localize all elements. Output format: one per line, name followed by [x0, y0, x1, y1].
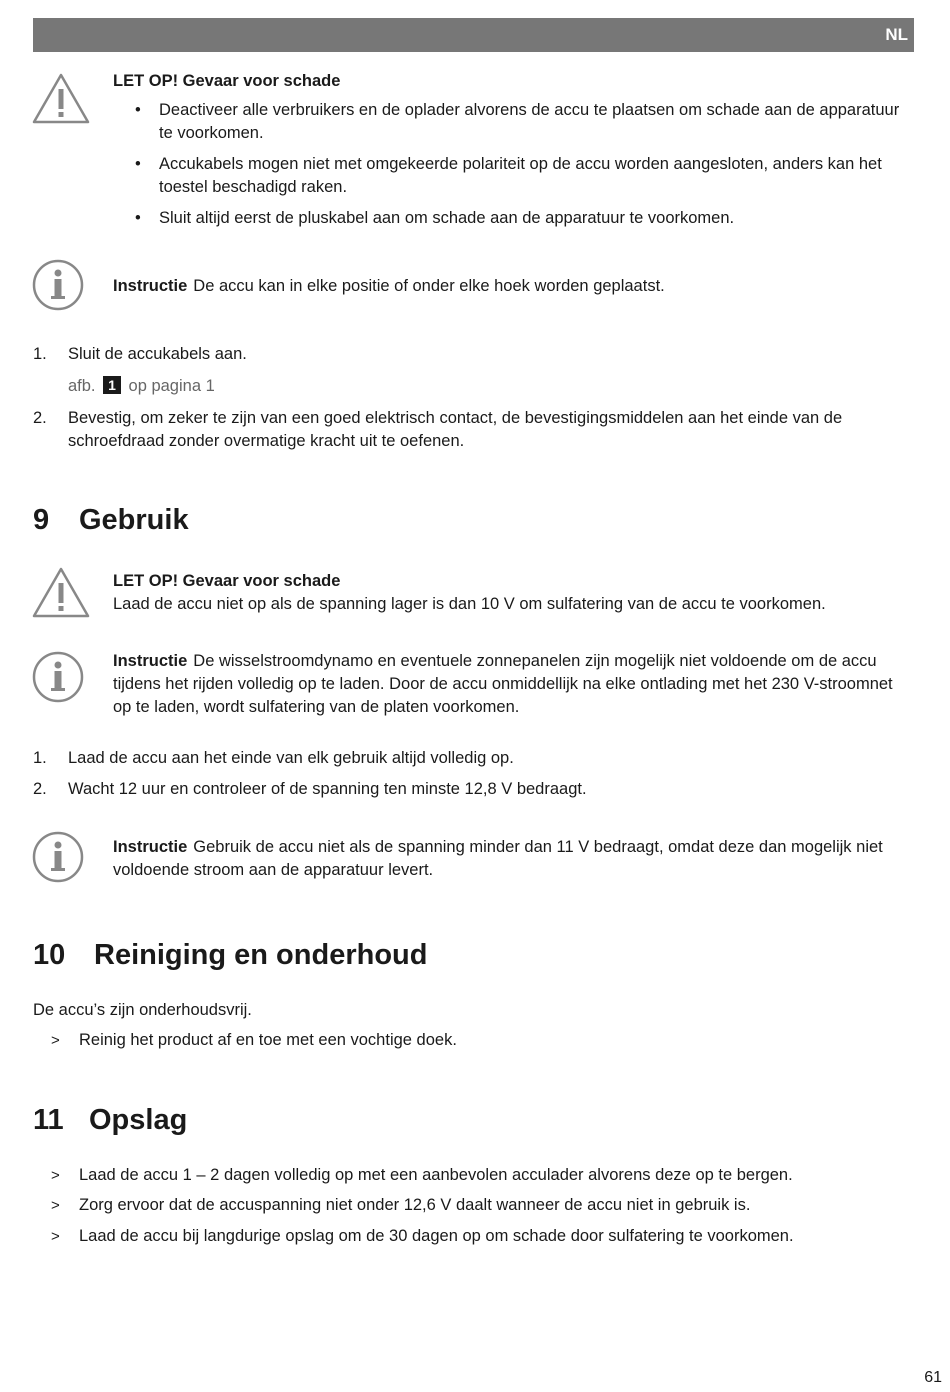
figure-ref-page: op pagina 1	[128, 377, 215, 395]
warning-triangle-icon	[31, 72, 91, 126]
list-item-text: Reinig het product af en toe met een vochtige doek.	[79, 1031, 457, 1049]
section-title: Reiniging en onderhoud	[94, 939, 428, 971]
figure-reference	[33, 375, 913, 398]
warning-block-1	[113, 70, 913, 238]
step-text: Wacht 12 uur en controleer of de spanning ten minste 12,8 V bedraagt.	[68, 780, 587, 798]
warning-bullet-list	[113, 99, 913, 230]
page-number: 61	[924, 1369, 942, 1386]
info-circle-icon	[31, 258, 91, 312]
instruction-block-3	[113, 836, 913, 882]
section-heading-10	[33, 938, 427, 972]
list-item-text: Laad de accu bij langdurige opslag om de 30 dagen op om schade door sulfatering te voorkomen.	[79, 1227, 794, 1245]
instruction-label: Instructie	[113, 277, 188, 295]
list-item: • Deactiveer alle verbruikers en de oplader alvorens de accu te plaatsen om schade aan de apparatuur te voorkomen.	[113, 99, 913, 145]
step-text: Bevestig, om zeker te zijn van een goed elektrisch contact, de bevestigingsmiddelen aan het einde van de schroefdraad zonder overmatige kracht uit te oefenen.	[68, 409, 843, 450]
section-heading-11	[33, 1103, 187, 1137]
header-bar	[33, 18, 914, 52]
figure-number-badge: 1	[103, 376, 121, 394]
list-item	[33, 1225, 913, 1248]
list-item: • Sluit altijd eerst de pluskabel aan om schade aan de apparatuur te voorkomen.	[113, 207, 913, 230]
list-marker: >	[51, 1197, 60, 1214]
warning-block-2	[113, 570, 913, 616]
step-item	[33, 778, 913, 801]
instruction-text: Gebruik de accu niet als de spanning minder dan 11 V bedraagt, omdat deze dan mogelijk niet voldoende stroom aan de apparatuur levert.	[113, 838, 883, 879]
info-circle-icon	[31, 650, 91, 704]
section-number: 10	[33, 939, 66, 971]
step-number: 1.	[33, 345, 47, 363]
step-text: Sluit de accukabels aan.	[68, 345, 247, 363]
step-text: Laad de accu aan het einde van elk gebruik altijd volledig op.	[68, 749, 514, 767]
step-item	[33, 407, 913, 453]
language-code: NL	[885, 25, 908, 44]
section-number: 11	[33, 1104, 64, 1136]
info-circle-icon	[31, 830, 91, 884]
section-heading-9	[33, 503, 189, 537]
instruction-label: Instructie	[113, 652, 188, 670]
step-item	[33, 747, 913, 770]
step-number: 1.	[33, 749, 47, 767]
list-item-text: Zorg ervoor dat de accuspanning niet onder 12,6 V daalt wanneer de accu niet in gebruik is.	[79, 1196, 751, 1214]
step-number: 2.	[33, 409, 47, 427]
instruction-label: Instructie	[113, 838, 188, 856]
instruction-block-1	[113, 275, 913, 298]
list-item-text: Laad de accu 1 – 2 dagen volledig op met een aanbevolen acculader alvorens deze op te bergen.	[79, 1166, 793, 1184]
section-number: 9	[33, 504, 50, 536]
warning-triangle-icon	[31, 566, 91, 620]
list-item	[33, 1029, 913, 1052]
list-item: • Accukabels mogen niet met omgekeerde polariteit op de accu worden aangesloten, anders kan het toestel beschadigd raken.	[113, 153, 913, 199]
figure-ref-prefix: afb.	[68, 377, 96, 395]
warning-title: LET OP! Gevaar voor schade	[113, 572, 341, 590]
step-item	[33, 343, 913, 366]
list-item	[33, 1194, 913, 1217]
warning-text: Laad de accu niet op als de spanning lager is dan 10 V om sulfatering van de accu te voorkomen.	[113, 595, 826, 613]
instruction-text: De accu kan in elke positie of onder elke hoek worden geplaatst.	[193, 277, 665, 295]
list-marker: >	[51, 1228, 60, 1245]
list-item	[33, 1164, 913, 1187]
section-title: Opslag	[89, 1104, 188, 1136]
list-marker: >	[51, 1032, 60, 1049]
section-title: Gebruik	[79, 504, 189, 536]
list-marker: >	[51, 1167, 60, 1184]
warning-title: LET OP! Gevaar voor schade	[113, 72, 341, 90]
section-10-intro: De accu’s zijn onderhoudsvrij.	[33, 1001, 252, 1019]
instruction-text: De wisselstroomdynamo en eventuele zonnepanelen zijn mogelijk niet voldoende om de accu tijdens het rijden volledig op te laden. Door de accu onmiddellijk na elke ontlading met het 230 V-stroomnet op te laden, wordt sulfatering van de platen voorkomen.	[113, 652, 893, 716]
instruction-block-2	[113, 650, 913, 719]
step-number: 2.	[33, 780, 47, 798]
